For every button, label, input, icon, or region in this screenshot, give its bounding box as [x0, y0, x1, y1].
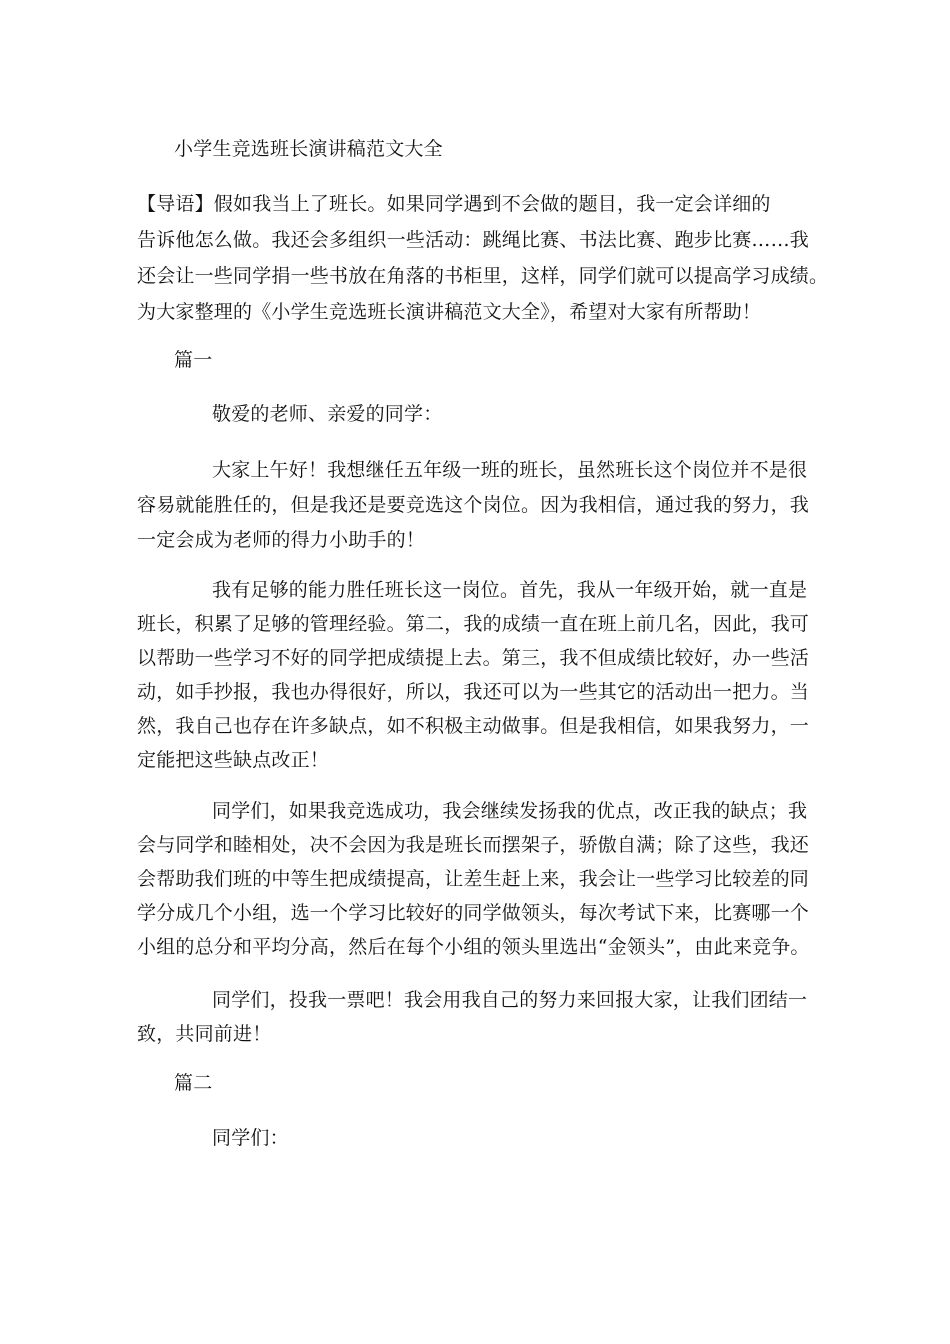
paragraph-line: 大家上午好！我想继任五年级一班的班长，虽然班长这个岗位并不是很: [212, 459, 808, 481]
paragraph-line: 致，共同前进！: [137, 1023, 272, 1045]
paragraph-line: 会与同学和睦相处，决不会因为我是班长而摆架子，骄傲自满；除了这些，我还: [137, 834, 810, 856]
intro-line: 【导语】假如我当上了班长。如果同学遇到不会做的题目，我一定会详细的: [137, 193, 771, 215]
paragraph-line: 会帮助我们班的中等生把成绩提高，让差生赶上来，我会让一些学习比较差的同: [137, 868, 810, 890]
paragraph-line: 班长，积累了足够的管理经验。第二，我的成绩一直在班上前几名，因此，我可: [137, 613, 810, 635]
paragraph-line: 我有足够的能力胜任班长这一岗位。首先，我从一年级开始，就一直是: [212, 579, 808, 601]
paragraph-line: 一定会成为老师的得力小助手的！: [137, 529, 426, 551]
paragraph-line: 学分成几个小组，选一个学习比较好的同学做领头，每次考试下来，比赛哪一个: [137, 902, 810, 924]
paragraph-line: 以帮助一些学习不好的同学把成绩提上去。第三，我不但成绩比较好，办一些活: [137, 647, 810, 669]
intro-line: 还会让一些同学捐一些书放在角落的书柜里，这样，同学们就可以提高学习成绩。: [137, 265, 829, 287]
section-heading-1: 篇一: [174, 349, 213, 371]
document-title: 小学生竞选班长演讲稿范文大全: [174, 138, 443, 160]
paragraph-line: 同学们，投我一票吧！我会用我自己的努力来回报大家，让我们团结一: [212, 989, 808, 1011]
paragraph-line: 然，我自己也存在许多缺点，如不积极主动做事。但是我相信，如果我努力，一: [137, 715, 810, 737]
section-heading-2: 篇二: [174, 1072, 213, 1094]
intro-line: 告诉他怎么做。我还会多组织一些活动：跳绳比赛、书法比赛、跑步比赛……我: [137, 229, 810, 251]
paragraph-line: 容易就能胜任的，但是我还是要竞选这个岗位。因为我相信，通过我的努力，我: [137, 494, 810, 516]
intro-line: 为大家整理的《小学生竞选班长演讲稿范文大全》，希望对大家有所帮助！: [137, 301, 762, 323]
paragraph-line: 定能把这些缺点改正！: [137, 749, 330, 771]
paragraph-line: 动，如手抄报，我也办得很好，所以，我还可以为一些其它的活动出一把力。当: [137, 681, 810, 703]
paragraph-line: 小组的总分和平均分高，然后在每个小组的领头里选出“金领头”，由此来竞争。: [137, 936, 810, 958]
salutation-1: 敬爱的老师、亲爱的同学：: [212, 403, 443, 425]
paragraph-line: 同学们，如果我竞选成功，我会继续发扬我的优点，改正我的缺点；我: [212, 800, 808, 822]
salutation-2: 同学们：: [212, 1127, 289, 1149]
